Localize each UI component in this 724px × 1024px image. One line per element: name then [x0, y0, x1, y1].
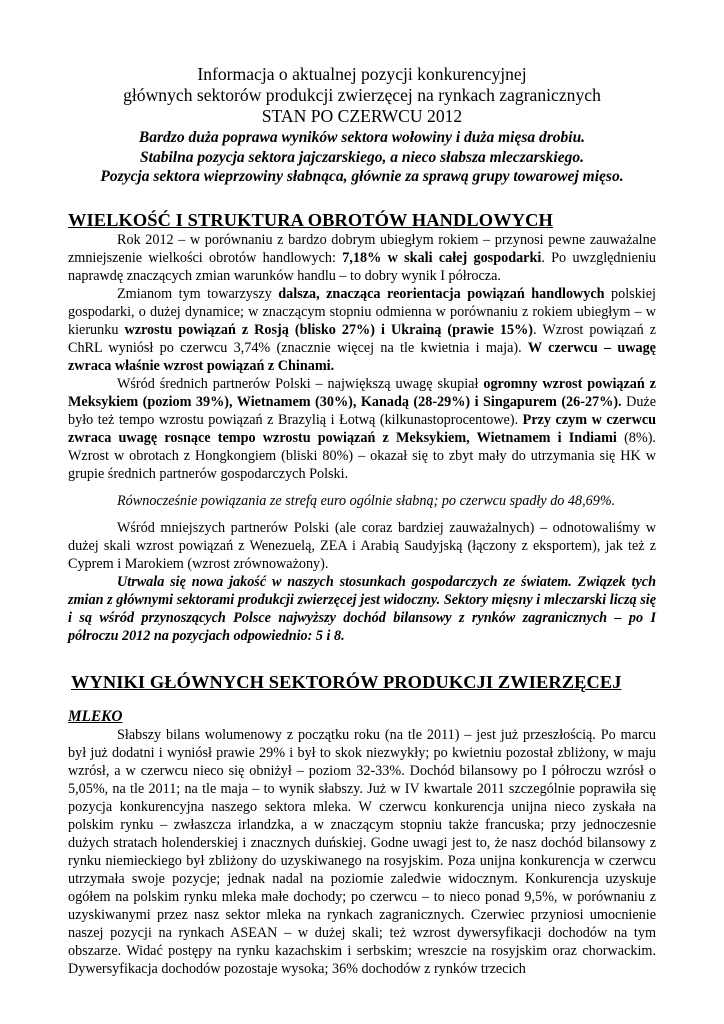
section-heading-sectors: WYNIKI GŁÓWNYCH SEKTORÓW PRODUKCJI ZWIERZĘCEJ — [71, 671, 622, 692]
subtitle-line-3: Pozycja sektora wieprzowiny słabnąca, głównie za sprawą grupy towarowej mięso. — [100, 168, 624, 185]
bold-run: ogromny wzrost powiązań z Meksykiem (poziom 39%), Wietnamem (30%), Kanadą (28-29%) i Singapurem (26-27%). — [68, 375, 656, 410]
bold-run: Przy czym w czerwcu zwraca uwagę rosnące tempo wzrostu powiązań z Meksykiem, Wietnamem i Indiami — [68, 411, 657, 446]
text-run: Zmianom tym towarzyszy — [117, 285, 279, 302]
title-line-3: STAN PO CZERWCU 2012 — [261, 106, 463, 126]
document-title — [68, 64, 656, 127]
text-run: Wśród średnich partnerów Polski – największą uwagę skupiał — [117, 375, 484, 392]
subheading-mleko: MLEKO — [68, 707, 123, 725]
title-line-1: Informacja o aktualnej pozycji konkurencyjnej — [197, 64, 527, 84]
paragraph-eurozone — [68, 492, 656, 510]
section-heading-trade: WIELKOŚĆ I STRUKTURA OBROTÓW HANDLOWYCH — [68, 209, 553, 230]
text-run: Rok 2012 – w porównaniu z bardzo dobrym ubiegłym rokiem – przynosi pewne zauważalne zmniejszenie wielkości obrotów handlowych: — [68, 231, 656, 266]
paragraph-medium-partners — [68, 375, 656, 483]
text-run: (8%). Wzrost w obrotach z Hongkongiem (bliski 80%) – okazał się to zbyt mały do utrzymania się HK w grupie średnich partnerów gospodarczych Polski. — [68, 429, 656, 482]
text-run: . Po uwzględnieniu naprawdę znaczących zmian warunków handlu – to dobry wynik I półrocza. — [68, 249, 656, 284]
bold-run — [68, 574, 656, 644]
text-run: . Wzrost powiązań z ChRL wyniósł po czerwcu 3,74% (znacznie więcej na tle kwietnia i maja). — [68, 321, 656, 356]
title-line-2: głównych sektorów produkcji zwierzęcej na rynkach zagranicznych — [123, 85, 601, 105]
paragraph-milk-sector: Słabszy bilans wolumenowy z początku roku (na tle 2011) – jest już przeszłością. Po marcu był już dodatni i wyniósł prawie 29% i był to skok niezwykły; po kwietniu pozostał zbliżony, w maju wzrósł, a w czerwcu nieco się obniżył – poziom 32-33%. Dochód bilansowy po I półroczu wzrósł o 5,05%, na tle 2011; na tle maja – to wynik słabszy. Już w IV kwartale 2011 szczególnie poprawiła się pozycja konkurencyjna naszego sektora mleka. W czerwcu konkurencja unijna nieco zyskała na polskim rynku – zwłaszcza irlandzka, a w znaczącym stopniu także francuska; przy jednoczesnie dużych stratach holenderskiej i znacznych duńskiej. Godne uwagi jest to, że nasz dochód bilansowy z rynku niemieckiego był zbliżony do uzyskiwanego na rosyjskim. Poza unijna konkurencja w czerwcu utrzymała swoje pozycje; jednak nadal na poziomie zaledwie widocznym. Konkurencja uzyskuje ogółem na polskim rynku mleka małe dochody; po czerwcu – to nieco ponad 9,5%, w porównaniu z uzyskiwanymi przez nasz sektor mleka na rynkach zagranicznych. Czerwiec przyniosi umocnienie naszej pozycji na rynkach ASEAN – w dużej skali; też wzrost dywersyfikacji dochodów na tym obszarze. Widać postępy na rynku kazachskim i serbskim; wreszcie na rosyjskim oraz chorwackim. Dywersyfikacja dochodów pozostaje wysoka; 36% dochodów z rynków trzecich — [68, 726, 656, 977]
bold-run: wzrostu powiązań z Rosją (blisko 27%) i Ukrainą (prawie 15%) — [124, 321, 534, 338]
text-run: polskiej gospodarki, o dużej dynamice; w znaczącym stopniu odmienna w porównaniu z rokiem ubiegłym – w kierunku — [68, 285, 656, 338]
bold-run: W czerwcu – uwagę zwraca właśnie wzrost powiązań z Chinami. — [68, 339, 656, 374]
subtitle-line-2: Stabilna pozycja sektora jajczarskiego, a nieco słabsza mleczarskiego. — [140, 148, 584, 166]
paragraph-reorientation — [68, 285, 656, 375]
italic-run: Równocześnie powiązania ze strefą euro ogólnie słabną; po czerwcu spadły do 48,69%. — [117, 492, 616, 509]
document-subtitle — [68, 128, 656, 187]
text-run: Duże było też tempo wzrostu powiązań z Brazylią i Łotwą (kilkunastoprocentowe). — [68, 393, 657, 428]
paragraph-trade-volume — [68, 231, 656, 285]
bold-run: 7,18% w skali całej gospodarki — [342, 249, 542, 266]
subtitle-line-1: Bardzo duża poprawa wyników sektora wołowiny i duża mięsa drobiu. — [138, 129, 586, 146]
bold-run: dalsza, znacząca reorientacja powiązań handlowych — [278, 285, 605, 302]
paragraph-conclusion — [68, 573, 656, 645]
paragraph-small-partners: Wśród mniejszych partnerów Polski (ale coraz bardziej zauważalnych) – odnotowaliśmy w dużej skali wzrost powiązań z Wenezuelą, ZEA i Arabią Saudyjską (łączony z eksportem), jak też z Cyprem i Marokiem (wzrost zrównoważony). — [68, 519, 656, 572]
italic-run: Utrwala się nowa jakość w naszych stosunkach gospodarczych ze światem. Związek tych zmian z głównymi sektorami produkcji zwierzęcej jest widoczny. Sektory mięsny i mleczarski liczą się i są wśród przynoszących Polsce najwyższy dochód bilansowy z rynków zagranicznych – po I półroczu 2012 na pozycjach odpowiednio: 5 i 8. — [68, 573, 656, 644]
